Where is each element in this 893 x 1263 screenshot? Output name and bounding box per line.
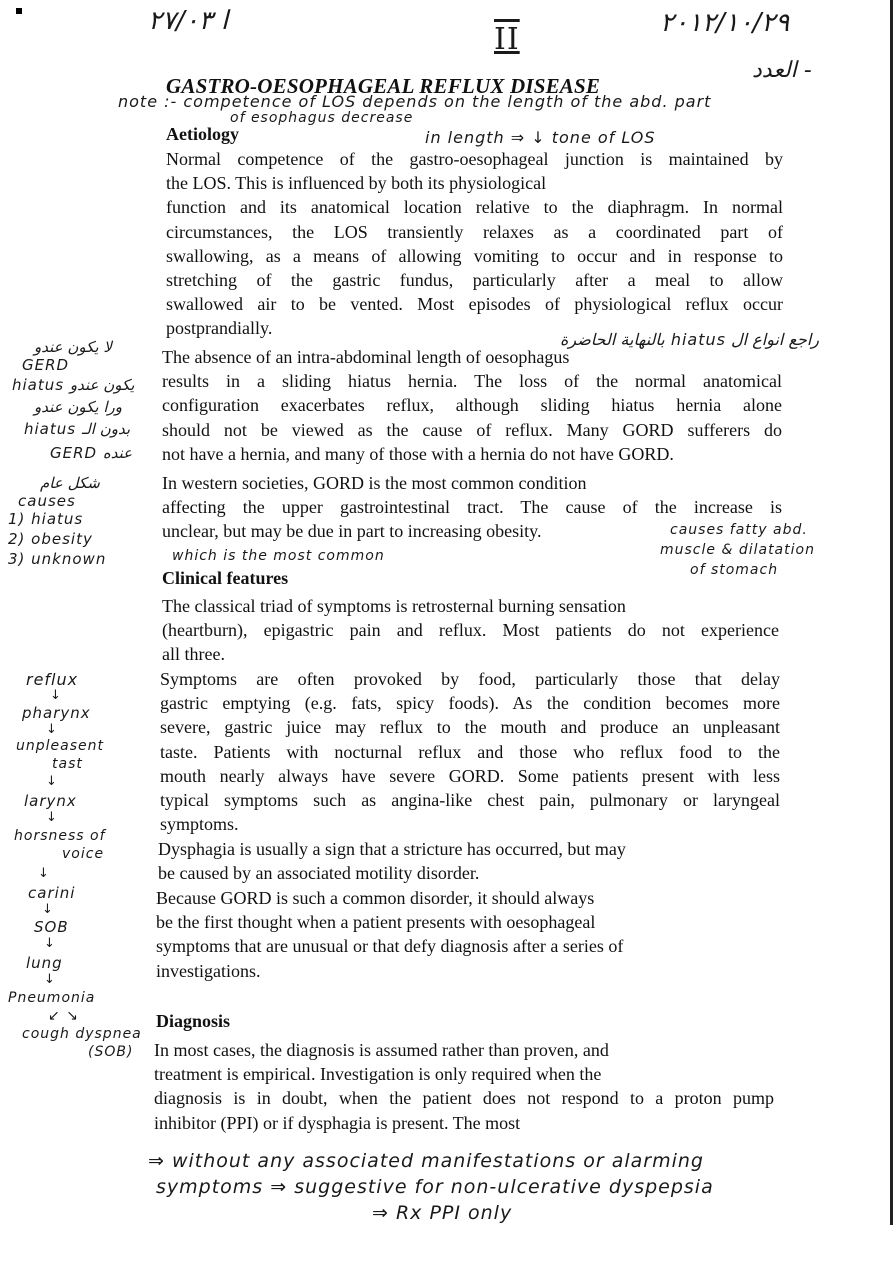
cascade-8: ↓ xyxy=(46,810,58,825)
margin-gerd-3: hiatus يكون عندو xyxy=(12,376,135,394)
text-line: postprandially. xyxy=(166,318,273,339)
margin-causes-0: شكل عام xyxy=(40,474,100,492)
text-line: not have a hernia, and many of those with a hernia do not have GORD. xyxy=(162,443,674,464)
bottom-note-line2: symptoms ⇒ suggestive for non-ulcerative dyspepsia xyxy=(156,1176,714,1198)
text-line: Symptoms are often provoked by food, particularly those that delay xyxy=(160,669,780,689)
text-line: swallowing, as a means of allowing vomiting to occur and in response to xyxy=(166,245,783,266)
text-line: severe, gastric juice may reflux to the mouth and produce an unpleasant xyxy=(160,717,780,738)
cascade-9: horsness of xyxy=(14,828,106,844)
handwritten-top-left: ا ٢٧/٠٣ xyxy=(148,6,229,36)
clinical-features-heading: Clinical features xyxy=(162,568,289,588)
text-line: symptoms. xyxy=(160,814,239,835)
margin-gerd-2: GERD xyxy=(22,356,70,374)
cascade-11: ↓ xyxy=(38,866,50,881)
text-line: all three. xyxy=(162,644,225,665)
cascade-13: ↓ xyxy=(42,902,54,917)
margin-causes-2: 1) hiatus xyxy=(8,510,84,528)
text-line: In most cases, the diagnosis is assumed rather than proven, and xyxy=(154,1040,609,1060)
handwritten-arabic-note: راجع انواع ال hiatus بالنهاية الحاضرة xyxy=(560,330,820,349)
text-line: treatment is empirical. Investigation is only required when the xyxy=(154,1064,602,1085)
bottom-note-line3: ⇒ Rx PPI only xyxy=(372,1202,513,1224)
cascade-1: ↓ xyxy=(50,688,62,703)
cascade-20: cough dyspnea xyxy=(22,1026,142,1042)
cascade-12: carini xyxy=(28,884,76,902)
text-line: stretching of the gastric fundus, particularly after a meal to allow xyxy=(166,270,783,291)
text-line: be caused by an associated motility disorder. xyxy=(158,863,480,884)
diagnosis-heading: Diagnosis xyxy=(156,1011,231,1031)
obesity-note-3: of stomach xyxy=(690,562,779,578)
obesity-note-1: causes fatty abd. xyxy=(670,522,808,538)
text-line: the LOS. This is influenced by both its physiological xyxy=(166,173,547,194)
text-line: configuration exacerbates reflux, although sliding hiatus hernia alone xyxy=(162,395,782,416)
cascade-5: tast xyxy=(52,756,83,772)
cascade-14: SOB xyxy=(34,918,69,936)
clinical-paragraph-4 xyxy=(156,886,716,983)
text-line: investigations. xyxy=(156,960,261,981)
handwritten-top-right: ٢٠١٢/١٠/٢٩ xyxy=(660,8,790,38)
handwritten-right-label: العدد - xyxy=(752,58,812,83)
margin-gerd-6: GERD عنده xyxy=(50,444,133,462)
cascade-17: ↓ xyxy=(44,972,56,987)
text-line: Normal competence of the gastro-oesophageal junction is maintained by xyxy=(166,149,783,169)
page-title: GASTRO-OESOPHAGEAL REFLUX DISEASE xyxy=(166,74,601,98)
cascade-3: ↓ xyxy=(46,722,58,737)
text-line: The absence of an intra-abdominal length of oesophagus xyxy=(162,347,570,367)
margin-gerd-4: ورا يكون عندو xyxy=(34,398,123,416)
text-line: diagnosis is in doubt, when the patient does not respond to a proton pump xyxy=(154,1088,774,1109)
text-line: should not be viewed as the cause of reflux. Many GORD sufferers do xyxy=(162,419,782,440)
diagnosis-paragraph-1 xyxy=(154,1038,774,1135)
cascade-4: unpleasent xyxy=(16,738,104,754)
cascade-19: ↙ ↘ xyxy=(48,1008,79,1024)
margin-gerd-5: hiatus بدون الـ xyxy=(24,420,131,438)
text-line: In western societies, GORD is the most common condition xyxy=(162,473,587,493)
text-line: (heartburn), epigastric pain and reflux. Most patients do not experience xyxy=(162,620,779,641)
cascade-7: larynx xyxy=(24,792,77,810)
text-line: results in a sliding hiatus hernia. The loss of the normal anatomical xyxy=(162,371,782,392)
aetiology-heading: Aetiology xyxy=(166,124,239,144)
cascade-6: ↓ xyxy=(46,774,58,789)
scan-mark xyxy=(16,8,22,14)
text-line: The classical triad of symptoms is retrosternal burning sensation xyxy=(162,596,626,616)
bottom-note-line1: ⇒ without any associated manifestations or alarming xyxy=(148,1150,704,1172)
clinical-paragraph-2 xyxy=(160,667,780,836)
cascade-21: (SOB) xyxy=(88,1044,134,1060)
text-line: circumstances, the LOS transiently relaxes as a coordinated part of xyxy=(166,221,783,242)
text-line: taste. Patients with nocturnal reflux and those who reflux food to the xyxy=(160,741,780,762)
text-line: Because GORD is such a common disorder, it should always xyxy=(156,888,595,908)
margin-causes-1: causes xyxy=(18,492,76,510)
aetiology-paragraph-1 xyxy=(166,147,783,341)
handwritten-note-line3: in length ⇒ ↓ tone of LOS xyxy=(425,128,656,147)
aetiology-paragraph-2 xyxy=(162,345,782,466)
obesity-note-2: muscle & dilatation xyxy=(660,542,815,558)
text-line: mouth nearly always have severe GORD. Some patients present with less xyxy=(160,765,780,786)
text-line: typical symptoms such as angina-like chest pain, pulmonary or laryngeal xyxy=(160,790,780,811)
text-line: gastric emptying (e.g. fats, spicy foods). As the condition becomes more xyxy=(160,693,780,714)
text-line: symptoms that are unusual or that defy diagnosis after a series of xyxy=(156,936,624,957)
handwritten-top-center: II xyxy=(494,22,520,57)
text-line: be the first thought when a patient presents with oesophageal xyxy=(156,912,596,933)
cascade-15: ↓ xyxy=(44,936,56,951)
margin-causes-4: 3) unknown xyxy=(8,550,107,568)
text-line: inhibitor (PPI) or if dysphagia is present. The most xyxy=(154,1112,521,1133)
handwritten-most-common: which is the most common xyxy=(172,548,385,564)
text-line: affecting the upper gastrointestinal tract. The cause of the increase is xyxy=(162,497,782,518)
cascade-16: lung xyxy=(26,954,63,972)
cascade-2: pharynx xyxy=(22,704,91,722)
cascade-10: voice xyxy=(62,846,105,862)
clinical-paragraph-1 xyxy=(162,594,779,667)
text-line: unclear, but may be due in part to increasing obesity. xyxy=(162,521,542,542)
text-line: swallowed air to be vented. Most episodes of physiological reflux occur xyxy=(166,294,783,315)
text-line: Dysphagia is usually a sign that a stricture has occurred, but may xyxy=(158,839,626,859)
cascade-0: reflux xyxy=(26,670,79,689)
handwritten-note-line1: note :- competence of LOS depends on the length of the abd. part xyxy=(118,92,712,111)
text-line: function and its anatomical location relative to the diaphragm. In normal xyxy=(166,197,783,218)
cascade-18: Pneumonia xyxy=(8,990,96,1006)
handwritten-note-line2: of esophagus decrease xyxy=(230,110,414,126)
clinical-paragraph-3 xyxy=(158,837,718,885)
margin-causes-3: 2) obesity xyxy=(8,530,93,548)
margin-gerd-1: لا يكون عندو xyxy=(34,338,112,356)
